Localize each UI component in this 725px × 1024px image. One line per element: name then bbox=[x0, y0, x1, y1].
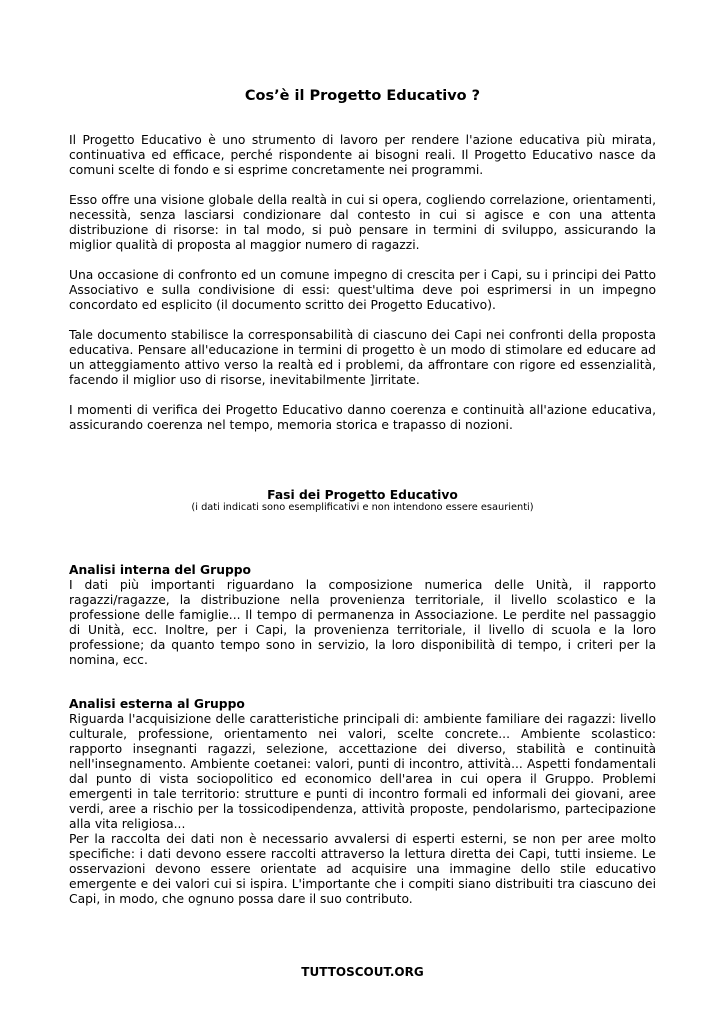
intro-paragraph-1: Il Progetto Educativo è uno strumento di lavoro per rendere l'azione educativa più mirata, continuativa ed efficace, perché rispondente ai bisogni reali. Il Progetto Educativo nasce da comuni scelte di fondo e si esprime concretamente nei programmi. bbox=[69, 133, 656, 177]
page-title: Cos’è il Progetto Educativo ? bbox=[244, 88, 481, 104]
intro-paragraph-5: I momenti di verifica dei Progetto Educativo danno coerenza e continuità all'azione educativa, assicurando coerenza nel tempo, memoria storica e trapasso di nozioni. bbox=[69, 403, 656, 432]
intro-section bbox=[69, 133, 656, 433]
intro-paragraph-2: Esso offre una visione globale della realtà in cui si opera, cogliendo correlazione, orientamenti, necessità, senza lasciarsi condizionare dal contesto in cui si agisce e con una attenta distribuzione di risorse: in tal modo, si può pensare in termini di sviluppo, assicurando la miglior qualità di proposta al maggior numero di ragazzi. bbox=[69, 193, 656, 252]
footer-site-name: TUTTOSCOUT.ORG bbox=[301, 965, 424, 979]
internal-analysis-text: I dati più importanti riguardano la composizione numerica delle Unità, il rapporto ragazzi/ragazze, la distribuzione nella provenienza territoriale, il livello scolastico e la professione delle famiglie... Il tempo di permanenza in Associazione. Le perdite nel passaggio di Unità, ecc. Inoltre, per i Capi, la provenienza territoriale, il livello di scuola e la loro professione; da quanto tempo sono in servizio, la loro disponibilità di tempo, i criteri per la nomina, ecc. bbox=[69, 578, 656, 667]
phases-title: Fasi dei Progetto Educativo bbox=[267, 488, 458, 502]
external-analysis-text-1: Riguarda l'acquisizione delle caratteristiche principali di: ambiente familiare dei ragazzi: livello culturale, professione, orientamento nei valori, scelte concrete... Ambiente scolastico: rapporto insegnanti ragazzi, selezione, accettazione dei diverso, stabilità e continuità nell'insegnamento. Ambiente coetanei: valori, punti di incontro, attività... Aspetti fondamentali dal punto di vista sociopolitico ed economico dell'area in cui opera il Gruppo. Problemi emergenti in tale territorio: strutture e punti di incontro formali ed informali dei giovani, aree verdi, aree a rischio per la tossicodipendenza, attività proposte, pendolarismo, partecipazione alla vita religiosa... bbox=[69, 712, 656, 831]
phases-subtitle: (i dati indicati sono esemplificativi e non intendono essere esaurienti) bbox=[191, 502, 534, 513]
intro-paragraph-4: Tale documento stabilisce la corresponsabilità di ciascuno dei Capi nei confronti della proposta educativa. Pensare all'educazione in termini di progetto è un modo di stimolare ed educare ad un atteggiamento attivo verso la realtà ed i problemi, da affrontare con rigore ed essenzialità, facendo il miglior uso di risorse, inevitabilmente ]irritate. bbox=[69, 328, 656, 387]
external-analysis-section bbox=[69, 697, 656, 907]
external-analysis-heading: Analisi esterna al Gruppo bbox=[69, 697, 245, 711]
intro-paragraph-3: Una occasione di confronto ed un comune impegno di crescita per i Capi, su i principi dei Patto Associativo e sulla condivisione di essi: quest'ultima deve poi esprimersi in un impegno concordato ed esplicito (il documento scritto dei Progetto Educativo). bbox=[69, 268, 656, 312]
external-analysis-text-2: Per la raccolta dei dati non è necessario avvalersi di esperti esterni, se non per aree molto specifiche: i dati devono essere raccolti attraverso la lettura diretta dei Capi, tutti insieme. Le osservazioni devono essere orientate ad acquisire una immagine dello stile educativo emergente e dei valori cui si ispira. L'importante che i compiti siano distribuiti tra ciascuno dei Capi, in modo, che ognuno possa dare il suo contributo. bbox=[69, 832, 656, 906]
internal-analysis-heading: Analisi interna del Gruppo bbox=[69, 563, 252, 577]
internal-analysis-section bbox=[69, 563, 656, 668]
